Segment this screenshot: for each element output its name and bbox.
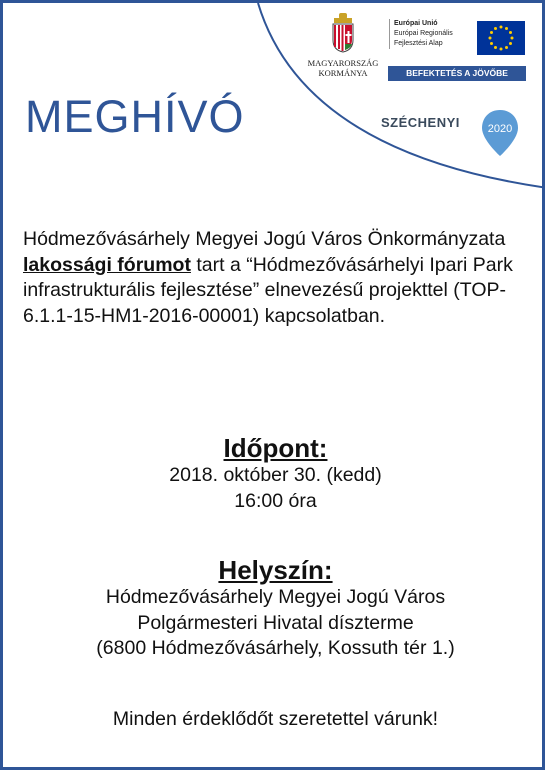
place-heading: Helyszín:: [218, 555, 333, 585]
eu-flag-icon: [477, 21, 525, 55]
eu-logo-line1: Európai Unió: [394, 20, 438, 27]
time-section: [6, 433, 545, 514]
intro-highlight: lakossági fórumot: [23, 253, 191, 276]
place-section: [6, 555, 545, 662]
eu-logo-line3: Fejlesztési Alap: [394, 40, 443, 47]
place-line1: Hódmezővásárhely Megyei Jogú Város: [105, 586, 446, 608]
location-pin-icon: [480, 108, 520, 158]
page-title: MEGHÍVÓ: [25, 91, 245, 142]
government-logo-line1: MAGYARORSZÁG: [307, 58, 379, 68]
closing-text: Minden érdeklődőt szeretettel várunk!: [112, 708, 439, 730]
intro-text-part2: tart a “Hódmezővásárhelyi Ipari Park infrastrukturális fejlesztése” elnevezésű projekttel (TOP-6.1.1-15-HM1-2016-00001) kapcsolatban.: [23, 253, 513, 327]
place-line3: (6800 Hódmezővásárhely, Kossuth tér 1.): [96, 637, 455, 659]
eu-slogan-banner: BEFEKTETÉS A JÖVŐBE: [388, 66, 526, 81]
szechenyi-logo-name: SZÉCHENYI: [381, 115, 460, 130]
intro-paragraph: [23, 227, 533, 329]
government-logo-line2: KORMÁNYA: [318, 68, 368, 78]
government-logo: [303, 13, 383, 78]
szechenyi-logo-year: 2020: [487, 123, 513, 135]
intro-text-part1: Hódmezővásárhely Megyei Jogú Város Önkormányzata: [23, 228, 506, 250]
eu-logo-line2: Európai Regionális: [394, 30, 453, 37]
time-heading: Időpont:: [223, 433, 328, 463]
eu-logo-text: [389, 19, 476, 49]
place-line2: Polgármesteri Hivatal díszterme: [137, 611, 414, 634]
time-hour: 16:00 óra: [234, 489, 317, 512]
hungarian-coat-of-arms-icon: [328, 13, 358, 53]
time-date: 2018. október 30. (kedd): [169, 464, 382, 486]
